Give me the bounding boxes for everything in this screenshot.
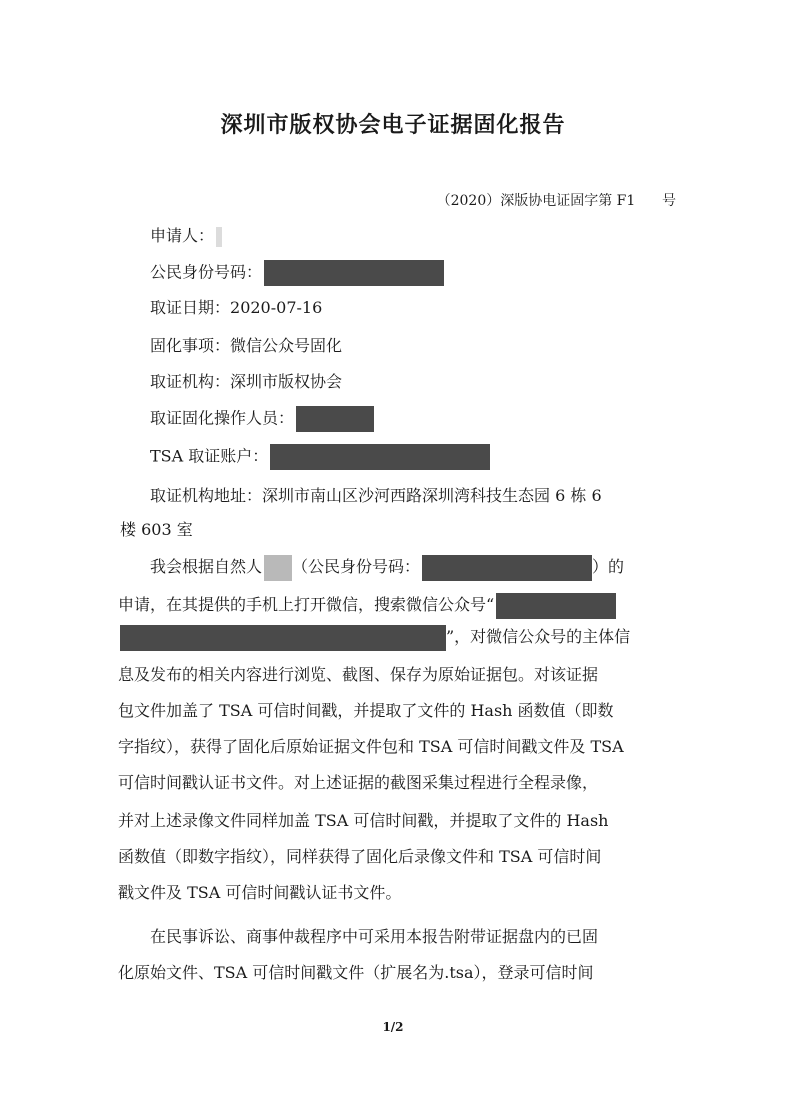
id-redaction: [264, 260, 444, 286]
para1-line8: 并对上述录像文件同样加盖 TSA 可信时间戳，并提取了文件的 Hash: [118, 811, 609, 830]
para1-line4: 息及发布的相关内容进行浏览、截图、保存为原始证据包。对该证据: [118, 665, 599, 684]
matter-value: 微信公众号固化: [230, 336, 343, 355]
para1-line1: 我会根据自然人 （公民身份号码： ）的: [150, 554, 624, 580]
matter-row: [150, 334, 342, 358]
para1-line9: 函数值（即数字指纹），同样获得了固化后录像文件和 TSA 可信时间: [118, 847, 602, 866]
name-redaction: [264, 555, 292, 581]
matter-label: 固化事项：: [150, 336, 231, 355]
para1-line6: 字指纹），获得了固化后原始证据文件包和 TSA 可信时间戳文件及 TSA: [118, 737, 624, 756]
org-label: 取证机构：: [150, 372, 231, 391]
report-title: 深圳市版权协会电子证据固化报告: [220, 112, 566, 138]
tsa-row: [150, 444, 490, 468]
account-redaction-2: [120, 625, 446, 651]
para1-line2: 申请，在其提供的手机上打开微信，搜索微信公众号“: [118, 592, 616, 618]
address-value-line2: 楼 603 室: [120, 520, 193, 539]
id-row: [150, 260, 444, 284]
para1-line3: ”，对微信公众号的主体信: [118, 624, 630, 650]
operator-redaction: [296, 406, 374, 432]
account-redaction-1: [496, 593, 616, 619]
tsa-label: TSA 取证账户：: [150, 446, 269, 466]
address-row-continued: [120, 518, 193, 542]
applicant-row: [150, 224, 222, 248]
date-label: 取证日期：: [150, 298, 231, 317]
org-row: [150, 370, 342, 394]
address-row: [150, 484, 602, 508]
id-label: 公民身份号码：: [150, 262, 263, 282]
applicant-label: 申请人：: [150, 226, 215, 245]
id-redaction-inline: [422, 555, 592, 581]
page-number: 1/2: [382, 1020, 404, 1034]
date-row: [150, 296, 322, 320]
para1-line10: 戳文件及 TSA 可信时间戳认证书文件。: [118, 883, 402, 902]
tsa-redaction: [270, 444, 490, 470]
para2-line1: 在民事诉讼、商事仲裁程序中可采用本报告附带证据盘内的已固: [150, 927, 599, 946]
address-label: 取证机构地址：: [150, 486, 263, 505]
document-number: （2020）深版协电证固字第 F1 号: [436, 193, 676, 209]
para2-line2: 化原始文件、TSA 可信时间戳文件（扩展名为.tsa），登录可信时间: [118, 963, 594, 982]
operator-row: [150, 406, 374, 430]
address-value-line1: 深圳市南山区沙河西路深圳湾科技生态园 6 栋 6: [262, 486, 602, 505]
date-value: 2020-07-16: [230, 298, 323, 317]
org-value: 深圳市版权协会: [230, 372, 343, 391]
operator-label: 取证固化操作人员：: [150, 408, 295, 428]
para1-line5: 包文件加盖了 TSA 可信时间戳，并提取了文件的 Hash 函数值（即数: [118, 701, 614, 720]
para1-line7: 可信时间戳认证书文件。对上述证据的截图采集过程进行全程录像，: [118, 773, 599, 792]
applicant-redaction: [216, 227, 222, 247]
